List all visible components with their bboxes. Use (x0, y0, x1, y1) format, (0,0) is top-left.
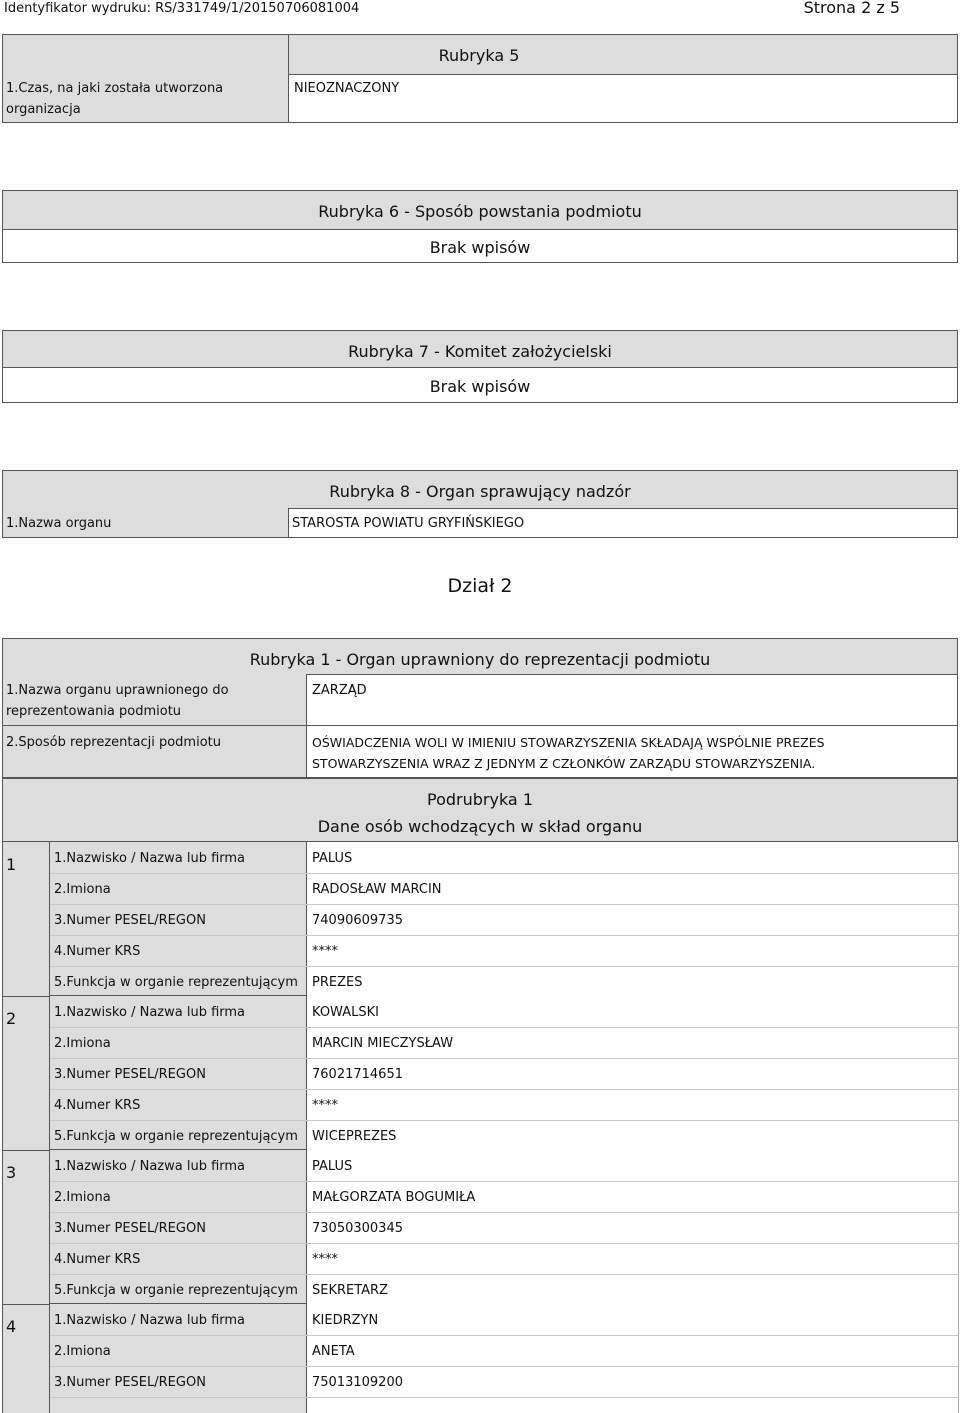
person-1-nazwisko: PALUS (312, 851, 353, 866)
person-1-number: 1 (6, 855, 17, 874)
person-1-funkcja-label: 5.Funkcja w organie reprezentującym (54, 975, 298, 990)
person-2-number: 2 (6, 1009, 17, 1028)
rubryka-5-title: Rubryka 5 (438, 46, 520, 65)
person-3-krs: **** (312, 1252, 338, 1267)
person-2-nazwisko-label: 1.Nazwisko / Nazwa lub firma (54, 1005, 246, 1020)
person-2-krs-label: 4.Numer KRS (54, 1098, 141, 1113)
organ-name-cell (306, 674, 958, 726)
podrubryka-1-subtitle: Dane osób wchodzących w skład organu (317, 817, 643, 836)
person-1-krs-label: 4.Numer KRS (54, 944, 141, 959)
person-4-nazwisko-label: 1.Nazwisko / Nazwa lub firma (54, 1313, 246, 1328)
organ-name-label: 1.Nazwa organu uprawnionego do reprezentowania podmiotu (6, 683, 229, 719)
person-2-nazwisko: KOWALSKI (312, 1005, 379, 1020)
person-1-pesel-label: 3.Numer PESEL/REGON (54, 913, 206, 928)
person-2-imiona-label: 2.Imiona (54, 1036, 111, 1051)
person-1-pesel: 74090609735 (312, 913, 403, 928)
person-3-number: 3 (6, 1163, 17, 1182)
person-3-funkcja: SEKRETARZ (312, 1283, 389, 1298)
rubryka-8-title: Rubryka 8 - Organ sprawujący nadzór (329, 482, 631, 501)
person-4-nazwisko: KIEDRZYN (312, 1313, 379, 1328)
person-3-nazwisko: PALUS (312, 1159, 353, 1174)
person-3-krs-label: 4.Numer KRS (54, 1252, 141, 1267)
person-2-funkcja-label: 5.Funkcja w organie reprezentującym (54, 1129, 298, 1144)
page-number: Strona 2 z 5 (803, 0, 900, 17)
person-2-krs: **** (312, 1098, 338, 1113)
print-identifier: Identyfikator wydruku: RS/331749/1/20150706081004 (4, 1, 360, 16)
rubryka-7-title: Rubryka 7 - Komitet założycielski (348, 342, 612, 361)
representation-value: OŚWIADCZENIA WOLI W IMIENIU STOWARZYSZENIA SKŁADAJĄ WSPÓLNIE PREZES STOWARZYSZENIA WRAZ Z JEDNYM Z CZŁONKÓW ZARZĄDU STOWARZYSZENIA. (312, 735, 825, 771)
person-3-pesel: 73050300345 (312, 1221, 403, 1236)
person-3-nazwisko-label: 1.Nazwisko / Nazwa lub firma (54, 1159, 246, 1174)
person-4-pesel: 75013109200 (312, 1375, 403, 1390)
rubryka-8-value: STAROSTA POWIATU GRYFIŃSKIEGO (292, 516, 525, 531)
person-4-imiona-label: 2.Imiona (54, 1344, 111, 1359)
person-3-pesel-label: 3.Numer PESEL/REGON (54, 1221, 206, 1236)
rubryka-8-label: 1.Nazwa organu (6, 516, 112, 531)
podrubryka-1-title: Podrubryka 1 (427, 790, 533, 809)
rubryka-5-label: 1.Czas, na jaki została utworzona organizacja (6, 81, 224, 117)
person-2-funkcja: WICEPREZES (312, 1129, 397, 1144)
person-1-krs: **** (312, 944, 338, 959)
person-3-imiona-label: 2.Imiona (54, 1190, 111, 1205)
d2-rubryka-1-title: Rubryka 1 - Organ uprawniony do reprezentacji podmiotu (249, 650, 711, 669)
rubryka-6-value: Brak wpisów (429, 238, 531, 257)
organ-name-value: ZARZĄD (312, 683, 367, 698)
person-1-imiona: RADOSŁAW MARCIN (312, 882, 442, 897)
person-3-funkcja-label: 5.Funkcja w organie reprezentującym (54, 1283, 298, 1298)
representation-label: 2.Sposób reprezentacji podmiotu (6, 735, 221, 750)
person-4-imiona: ANETA (312, 1344, 355, 1359)
person-2-pesel-label: 3.Numer PESEL/REGON (54, 1067, 206, 1082)
rubryka-6-title: Rubryka 6 - Sposób powstania podmiotu (318, 202, 642, 221)
dzial-title: Dział 2 (447, 575, 513, 597)
person-3-imiona: MAŁGORZATA BOGUMIŁA (312, 1190, 476, 1205)
rubryka-7-value: Brak wpisów (429, 377, 531, 396)
person-4-pesel-label: 3.Numer PESEL/REGON (54, 1375, 206, 1390)
person-1-nazwisko-label: 1.Nazwisko / Nazwa lub firma (54, 851, 246, 866)
person-2-imiona: MARCIN MIECZYSŁAW (312, 1036, 454, 1051)
person-2-pesel: 76021714651 (312, 1067, 403, 1082)
rubryka-5-value: NIEOZNACZONY (294, 81, 400, 96)
person-1-funkcja: PREZES (312, 975, 363, 990)
person-1-imiona-label: 2.Imiona (54, 882, 111, 897)
person-4-number: 4 (6, 1317, 17, 1336)
